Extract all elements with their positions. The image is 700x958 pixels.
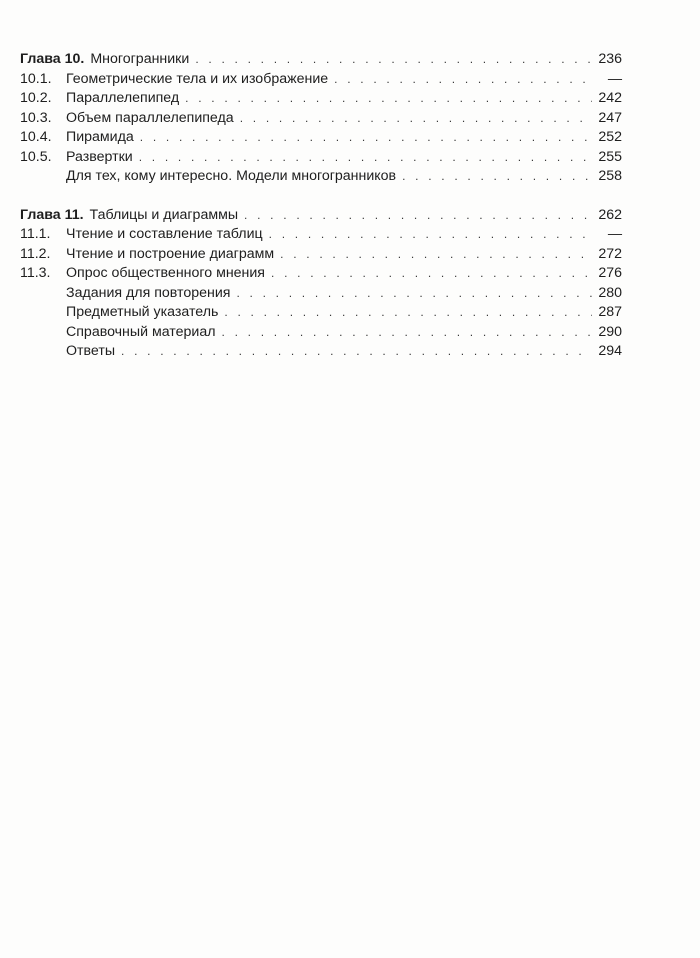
page-number: 252 bbox=[598, 129, 622, 145]
section-number: 10.1. bbox=[20, 70, 52, 87]
dot-leader bbox=[240, 109, 592, 129]
section-number: 10.4. bbox=[20, 129, 52, 145]
section-title: Параллелепипед bbox=[66, 90, 180, 106]
page-number: 294 bbox=[598, 343, 622, 359]
dot-leader bbox=[222, 323, 592, 343]
page-number: 287 bbox=[598, 304, 622, 320]
chapter-10 bbox=[20, 50, 622, 187]
section-title: Чтение и построение диаграмм bbox=[66, 245, 275, 262]
toc-entry[interactable] bbox=[20, 245, 622, 265]
toc-entry[interactable] bbox=[20, 303, 622, 323]
page-number: 236 bbox=[598, 51, 622, 67]
section-number: 10.3. bbox=[20, 109, 52, 126]
toc-entry[interactable] bbox=[20, 89, 622, 109]
page-number: 247 bbox=[598, 109, 622, 126]
page-number: 276 bbox=[598, 265, 622, 281]
dot-leader bbox=[139, 148, 592, 168]
page-number: — bbox=[607, 70, 622, 87]
section-title: Для тех, кому интересно. Модели многогранников bbox=[66, 168, 397, 184]
toc-entry[interactable] bbox=[20, 167, 622, 187]
section-title: Задания для повторения bbox=[66, 284, 231, 301]
toc-entry[interactable] bbox=[20, 148, 622, 168]
dot-leader bbox=[185, 89, 592, 109]
toc-entry[interactable] bbox=[20, 128, 622, 148]
section-number: 10.5. bbox=[20, 148, 52, 165]
page-number: 262 bbox=[598, 206, 622, 223]
page-number: 290 bbox=[598, 323, 622, 340]
section-number: 11.1. bbox=[20, 226, 51, 242]
page-number: 280 bbox=[598, 284, 622, 301]
section-number: 11.2. bbox=[20, 245, 51, 262]
section-title: Пирамида bbox=[66, 129, 134, 145]
dot-leader bbox=[236, 284, 592, 304]
chapter-title: Многогранники bbox=[90, 51, 190, 67]
page-number: — bbox=[607, 226, 622, 242]
chapter-11 bbox=[20, 206, 622, 362]
page-number: 242 bbox=[598, 90, 622, 106]
section-title: Геометрические тела и их изображение bbox=[66, 70, 329, 87]
toc-entry[interactable] bbox=[20, 225, 622, 245]
dot-leader bbox=[140, 128, 592, 148]
dot-leader bbox=[271, 264, 592, 284]
dot-leader bbox=[269, 225, 592, 245]
section-title: Развертки bbox=[66, 148, 133, 165]
page-number: 255 bbox=[598, 148, 622, 165]
toc-entry[interactable] bbox=[20, 323, 622, 343]
section-number: 11.3. bbox=[20, 265, 51, 281]
dot-leader bbox=[280, 245, 592, 265]
toc-entry[interactable] bbox=[20, 284, 622, 304]
section-number: 10.2. bbox=[20, 90, 52, 106]
dot-leader bbox=[334, 70, 592, 90]
page-number: 258 bbox=[598, 168, 622, 184]
section-title: Предметный указатель bbox=[66, 304, 219, 320]
dot-leader bbox=[224, 303, 592, 323]
toc-entry[interactable] bbox=[20, 70, 622, 90]
section-title: Чтение и составление таблиц bbox=[66, 226, 263, 242]
section-title: Ответы bbox=[66, 343, 116, 359]
section-title: Объем параллелепипеда bbox=[66, 109, 234, 126]
section-title: Справочный материал bbox=[66, 323, 216, 340]
chapter-heading[interactable] bbox=[20, 206, 622, 226]
toc-entry[interactable] bbox=[20, 109, 622, 129]
toc-entry[interactable] bbox=[20, 342, 622, 362]
page-number: 272 bbox=[598, 245, 622, 262]
toc-entry[interactable] bbox=[20, 264, 622, 284]
dot-leader bbox=[121, 342, 592, 362]
dot-leader bbox=[402, 167, 592, 187]
chapter-label: Глава 11. bbox=[20, 206, 84, 223]
chapter-title: Таблицы и диаграммы bbox=[89, 206, 239, 223]
dot-leader bbox=[195, 50, 592, 70]
chapter-label: Глава 10. bbox=[20, 51, 85, 67]
section-title: Опрос общественного мнения bbox=[66, 265, 265, 281]
chapter-heading[interactable] bbox=[20, 50, 622, 70]
table-of-contents bbox=[20, 50, 622, 381]
dot-leader bbox=[244, 206, 592, 226]
